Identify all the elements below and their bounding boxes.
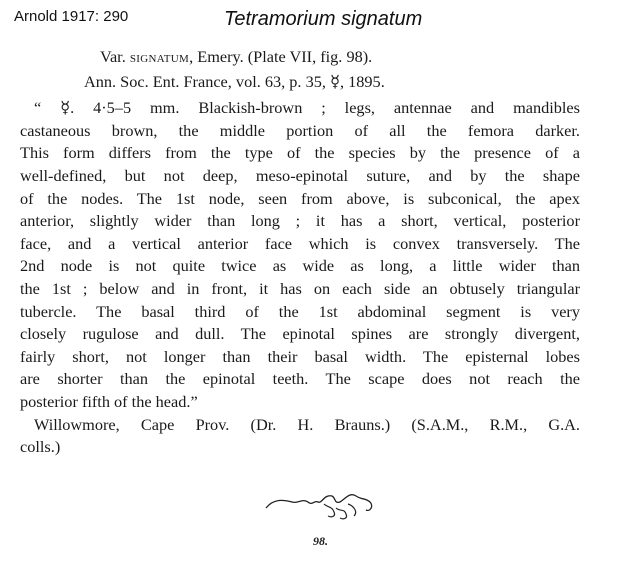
variety-heading [20,46,580,69]
description-paragraph [20,97,580,413]
variety-name: signatum [129,47,190,66]
document-body [20,46,580,459]
description-line: closely rugulose and dull. The epinotal spines are strongly divergent, [20,324,580,344]
variety-author-plate: , Emery. (Plate VII, fig. 98). [189,47,373,66]
description-line: the 1st ; below and in front, it has on each side an obtusely triangular [20,278,580,298]
locality-line-continued: colls.) [20,437,61,457]
figure-outline [266,495,372,511]
description-line: “ ☿. 4·5–5 mm. Blackish-brown ; legs, antennae and mandibles [34,98,580,118]
species-title: Tetramorium signatum [224,8,423,30]
description-line: anterior, slightly wider than long ; it has a short, vertical, posterior [20,211,580,231]
variety-prefix: Var. [100,47,126,66]
reference-line: Ann. Soc. Ent. France, vol. 63, p. 35, ☿, 1895. [84,71,385,91]
figure-detail [324,504,356,519]
description-line: of the nodes. The 1st node, seen from above, is subconical, the apex [20,188,580,208]
description-line: fairly short, not longer than their basal width. The episternal lobes [20,346,580,366]
locality-line: Willowmore, Cape Prov. (Dr. H. Brauns.) (S.A.M., R.M., G.A. [34,414,580,434]
description-line: face, and a vertical anterior face which is convex transversely. The [20,233,580,253]
description-line: are shorter than the epinotal teeth. The scape does not reach the [20,369,580,389]
description-line: tubercle. The basal third of the 1st abdominal segment is very [20,301,580,321]
description-line: castaneous brown, the middle portion of all the femora darker. [20,120,580,140]
description-line: This form differs from the type of the species by the presence of a [20,143,580,163]
page-citation: Arnold 1917: 290 [14,8,129,25]
description-line: posterior fifth of the head.” [20,391,198,411]
description-line: 2nd node is not quite twice as wide as long, a little wider than [20,256,580,276]
description-line: well-defined, but not deep, meso-epinotal suture, and by the shape [20,165,580,185]
figure-label: 98. [313,534,328,548]
